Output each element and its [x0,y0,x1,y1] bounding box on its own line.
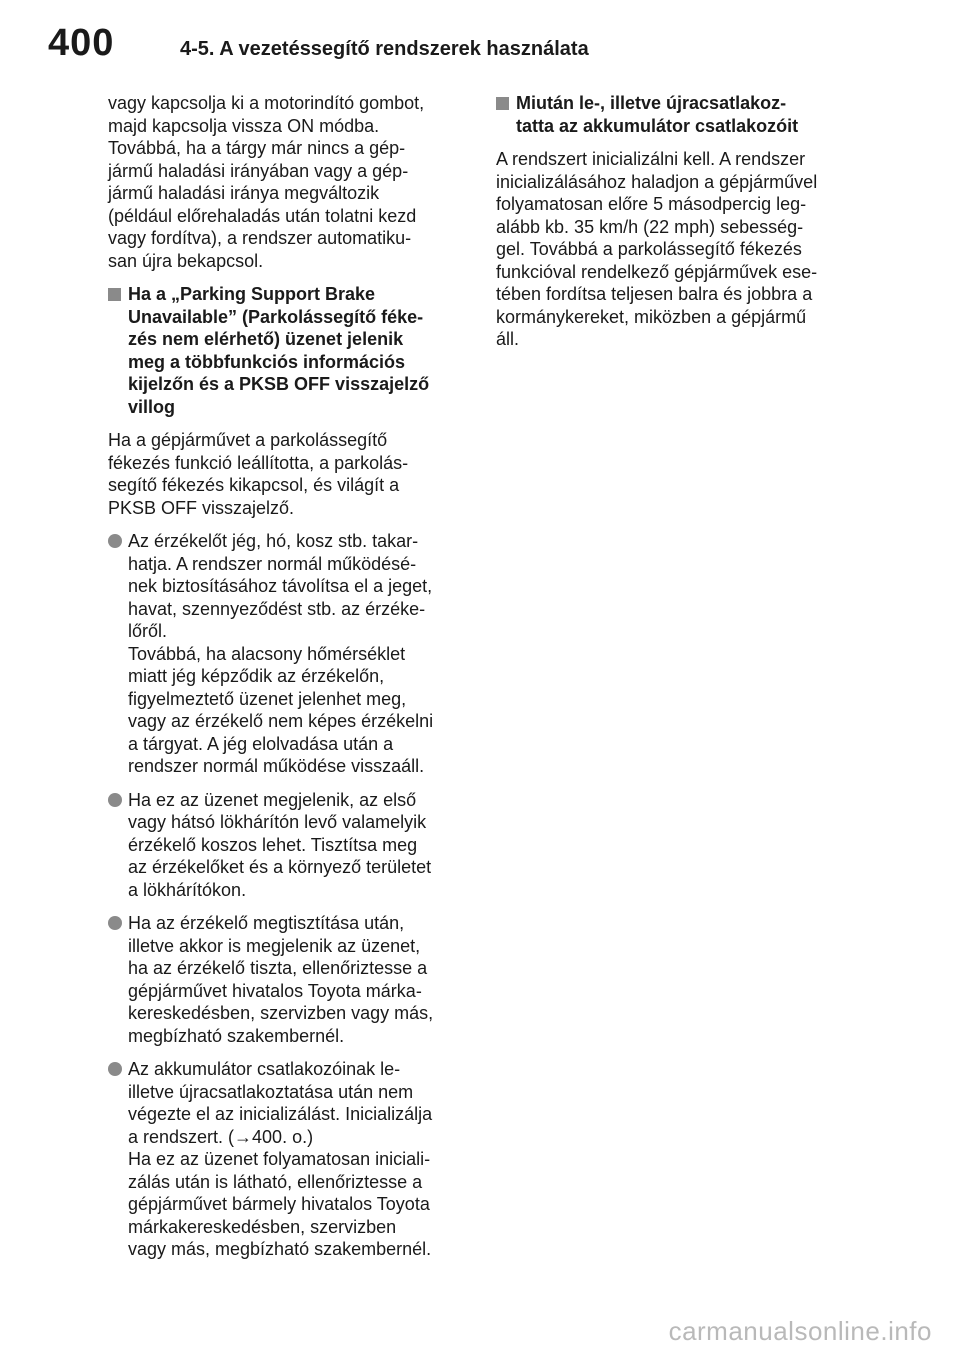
square-bullet-icon [496,97,509,110]
circle-bullet-icon [108,1062,122,1076]
bullet-item: Az akkumulátor csatlakozóinak le- illetve újracsatlakoztatása után nem végezte el az inicializálást. Inicializálja a rendszert. (→400. o.) Ha ez az üzenet folyamatosan iniciali- zálás után is látható, ellenőriztesse a gépjárművet bármely hivatalos Toyota márkakereskedésben, szervizben vagy más, megbízható szakembernél. [108,1058,468,1261]
left-column [108,92,468,1272]
bullet-item: Az érzékelőt jég, hó, kosz stb. takar- hatja. A rendszer normál működésé- nek biztosításához távolítsa el a jeget, havat, szennyeződést stb. az érzéke- lőről. Továbbá, ha alacsony hőmérséklet miatt jég képződik az érzékelőn, figyelmeztető üzenet jelenhet meg, vagy az érzékelő nem képes érzékelni a tárgyat. A jég elolvadása után a rendszer normál működése visszaáll. [108,530,468,778]
page-number: 400 [48,22,115,64]
circle-bullet-icon [108,793,122,807]
bullet-item: Ha az érzékelő megtisztítása után, illetve akkor is megjelenik az üzenet, ha az érzékelő tiszta, ellenőriztesse a gépjárművet hivatalos Toyota márka- kereskedésben, szervizben vagy más, megbízható szakembernél. [108,912,468,1047]
intro-paragraph: vagy kapcsolja ki a motorindító gombot, majd kapcsolja vissza ON módba. Továbbá, ha a tárgy már nincs a gép- jármű haladási irányában vagy a gép- jármű haladási iránya megváltozik (például előrehaladás után tolatni kezd vagy fordítva), a rendszer automatiku- san újra bekapcsol. [108,93,425,271]
square-bullet-icon [108,288,121,301]
page-reference-link[interactable]: a rendszert. (→400. o.) [128,1126,314,1147]
watermark: carmanualsonline.info [668,1316,932,1346]
circle-bullet-icon [108,916,122,930]
section-paragraph: A rendszert inicializálni kell. A rendszer inicializálásához haladjon a gépjárművel folyamatosan előre 5 másodpercig leg- alább kb. 35 km/h (22 mph) sebesség- gel. Továbbá a parkolássegítő fékezés funkcióval rendelkező gépjárművek ese- tében fordítsa teljesen balra és jobbra a kormánykereket, miközben a gépjármű áll. [496,149,818,349]
circle-bullet-icon [108,534,122,548]
bullet-item: Ha ez az üzenet megjelenik, az első vagy hátsó lökhárítón levő valamelyik érzékelő koszos lehet. Tisztítsa meg az érzékelőket és a környező területet a lökhárítókon. [108,789,468,902]
right-column [496,92,862,362]
section-heading-battery-reconnect: Miután le-, illetve újracsatlakoz- tatta az akkumulátor csatlakozóit [496,92,862,137]
chapter-title: 4-5. A vezetéssegítő rendszerek használata [180,38,589,60]
section-heading-pksb-unavailable: Ha a „Parking Support Brake Unavailable” (Parkolássegítő féke- zés nem elérhető) üzenet jelenik meg a többfunkciós információs kijelzőn és a PKSB OFF visszajelző villog [108,283,468,418]
section-paragraph: Ha a gépjárművet a parkolássegítő fékezés funkció leállította, a parkolás- segítő fékezés kikapcsol, és világít a PKSB OFF visszajelző. [108,430,409,518]
page-header [0,0,960,100]
